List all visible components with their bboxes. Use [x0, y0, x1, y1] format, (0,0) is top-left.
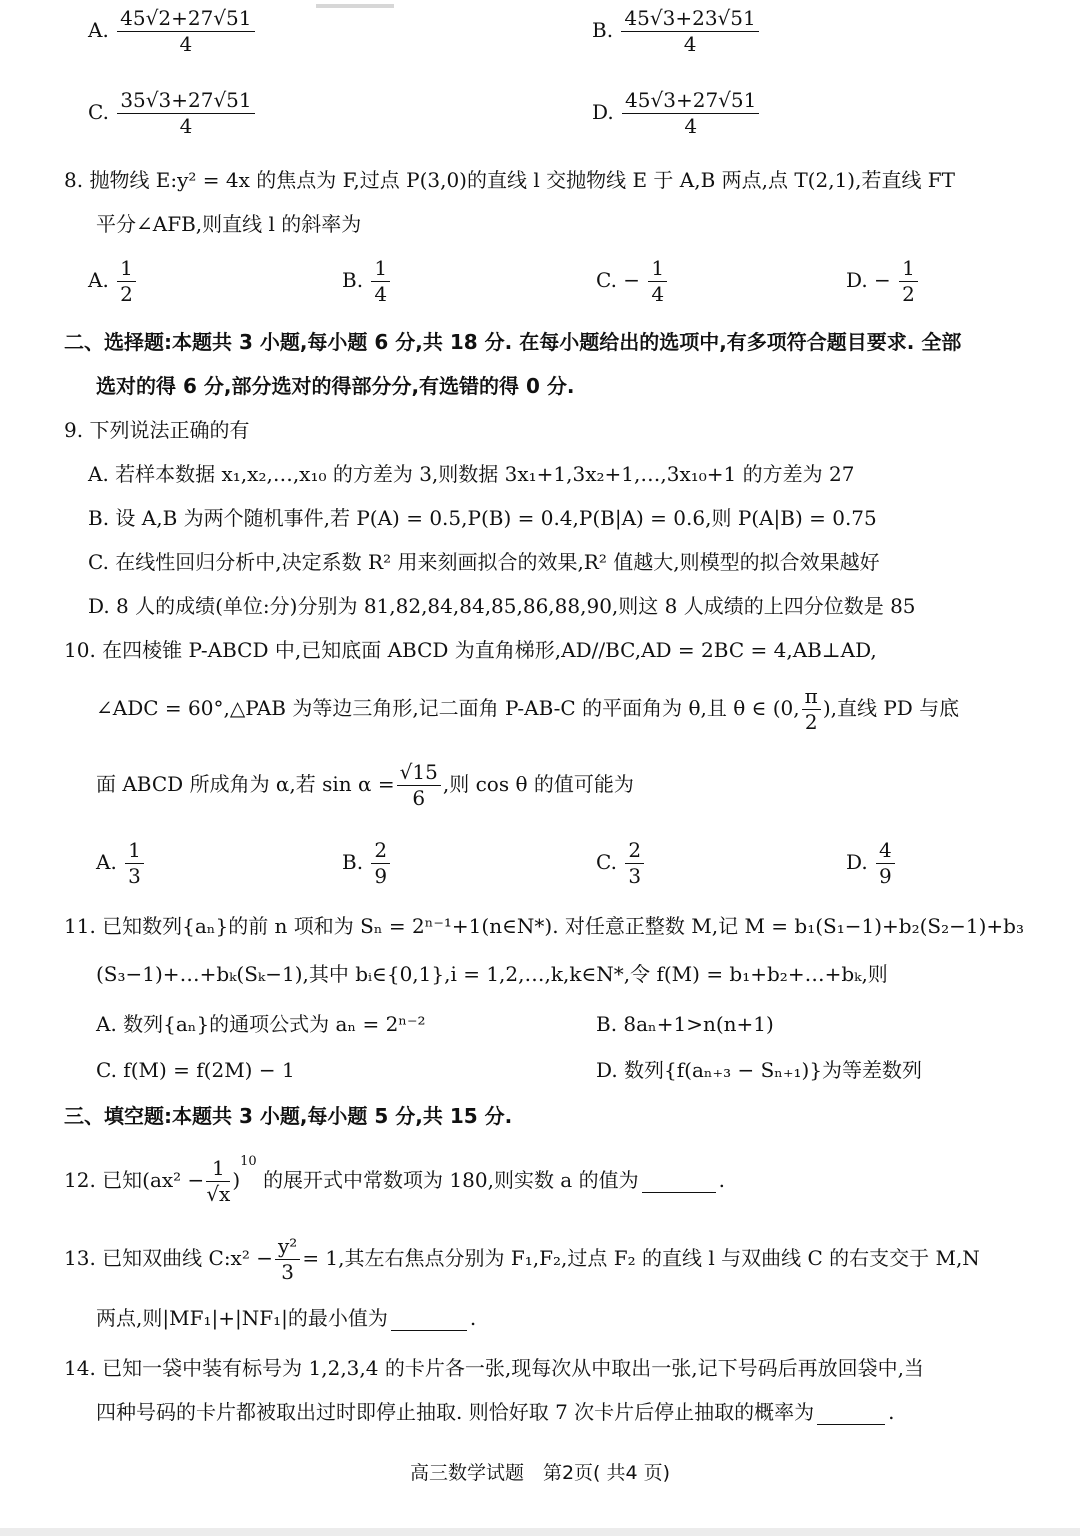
q13-stem-line2 — [96, 1306, 476, 1331]
fraction — [622, 90, 759, 137]
fraction — [206, 1158, 230, 1205]
option-letter: B. — [342, 850, 364, 874]
section2-heading-line2: 选对的得 6 分,部分选对的得部分分,有选错的得 0 分. — [96, 374, 575, 398]
answer-blank[interactable] — [817, 1400, 885, 1425]
q14-stem-line1: 14. 已知一袋中装有标号为 1,2,3,4 的卡片各一张,现每次从中取出一张,记下号码后再放回袋中,当 — [64, 1356, 924, 1380]
q9-option-b: B. 设 A,B 为两个随机事件,若 P(A) = 0.5,P(B) = 0.4,P(B|A) = 0.6,则 P(A|B) = 0.75 — [88, 506, 877, 530]
q9-option-a: A. 若样本数据 x₁,x₂,…,x₁₀ 的方差为 3,则数据 3x₁+1,3x₂+1,…,3x₁₀+1 的方差为 27 — [88, 462, 855, 486]
answer-blank[interactable] — [642, 1168, 716, 1193]
text: = 1,其左右焦点分别为 F₁,F₂,过点 F₂ 的直线 l 与双曲线 C 的右支交于 M,N — [302, 1246, 980, 1270]
denominator: 2 — [120, 282, 133, 306]
section3-heading: 三、填空题:本题共 3 小题,每小题 5 分,共 15 分. — [64, 1104, 513, 1128]
text: 四种号码的卡片都被取出过时即停止抽取. 则恰好取 7 次卡片后停止抽取的概率为 — [96, 1400, 815, 1424]
text: 两点,则|MF₁|+|NF₁|的最小值为 — [96, 1306, 388, 1330]
option-letter: D. − — [846, 268, 891, 292]
scan-smudge — [0, 1528, 1080, 1536]
option-letter: A. — [88, 18, 109, 42]
fraction — [876, 840, 895, 887]
q8-option-c — [596, 258, 669, 305]
text: . — [718, 1168, 725, 1192]
text: 12. 已知(ax² − — [64, 1168, 205, 1192]
numerator: 1 — [125, 840, 144, 864]
answer-blank[interactable] — [391, 1306, 467, 1331]
text: 面 ABCD 所成角为 α,若 sin α = — [96, 772, 395, 796]
q10-stem-line3 — [96, 762, 634, 809]
numerator: 45√3+27√51 — [622, 90, 759, 114]
text: 13. 已知双曲线 C:x² − — [64, 1246, 273, 1270]
text: ∠ADC = 60°,△PAB 为等边三角形,记二面角 P-AB-C 的平面角为 θ,且 θ ∈ (0, — [96, 696, 800, 720]
fraction — [125, 840, 144, 887]
denominator: 4 — [684, 114, 698, 138]
text: . — [888, 1400, 895, 1424]
fraction — [397, 762, 441, 809]
q8-option-b — [342, 258, 392, 305]
denominator: 6 — [412, 786, 426, 810]
numerator: 1 — [371, 258, 390, 282]
numerator: 2 — [625, 840, 644, 864]
denominator: 3 — [628, 864, 642, 888]
section2-heading-line1: 二、选择题:本题共 3 小题,每小题 6 分,共 18 分. 在每小题给出的选项中,有多项符合题目要求. 全部 — [64, 330, 962, 354]
denominator: 4 — [179, 32, 193, 56]
denominator: 9 — [374, 864, 388, 888]
numerator: 1 — [648, 258, 667, 282]
q10-option-c — [596, 840, 646, 887]
q11-option-d: D. 数列{f(aₙ₊₃ − Sₙ₊₁)}为等差数列 — [596, 1058, 923, 1082]
q7-option-d — [592, 90, 761, 137]
option-letter: C. — [88, 100, 109, 124]
fraction — [621, 8, 758, 55]
denominator: 3 — [281, 1260, 295, 1284]
numerator: 1 — [899, 258, 918, 282]
option-letter: D. — [592, 100, 614, 124]
denominator: 4 — [179, 114, 193, 138]
option-letter: C. − — [596, 268, 641, 292]
numerator: 45√2+27√51 — [117, 8, 254, 32]
fraction — [275, 1236, 300, 1283]
numerator: y² — [275, 1236, 300, 1260]
denominator: 4 — [374, 282, 388, 306]
denominator: 4 — [651, 282, 665, 306]
fraction — [117, 90, 254, 137]
q10-option-d — [846, 840, 897, 887]
q11-stem-line2: (S₃−1)+…+bₖ(Sₖ−1),其中 bᵢ∈{0,1},i = 1,2,…,k,k∈N*,令 f(M) = b₁+b₂+…+bₖ,则 — [96, 962, 888, 986]
exponent: 10 — [240, 1154, 257, 1169]
q8-option-d — [846, 258, 920, 305]
option-letter: C. — [596, 850, 617, 874]
q10-option-a — [96, 840, 146, 887]
q11-option-c: C. f(M) = f(2M) − 1 — [96, 1058, 295, 1082]
denominator: 2 — [804, 710, 818, 734]
fraction — [117, 258, 136, 305]
q7-option-c — [88, 90, 257, 137]
text: ),直线 PD 与底 — [822, 696, 960, 720]
numerator: 2 — [371, 840, 390, 864]
q13-stem-line1 — [64, 1236, 980, 1283]
q12-stem — [64, 1154, 725, 1205]
q9-option-c: C. 在线性回归分析中,决定系数 R² 用来刻画拟合的效果,R² 值越大,则模型的拟合效果越好 — [88, 550, 880, 574]
option-letter: B. — [592, 18, 614, 42]
numerator: 35√3+27√51 — [117, 90, 254, 114]
option-letter: B. — [342, 268, 364, 292]
q14-stem-line2 — [96, 1400, 895, 1425]
numerator: √15 — [397, 762, 441, 786]
option-letter: D. — [846, 850, 868, 874]
denominator: √x — [206, 1182, 231, 1206]
text: 的展开式中常数项为 180,则实数 a 的值为 — [263, 1168, 639, 1192]
fraction — [371, 840, 390, 887]
numerator: 1 — [206, 1158, 230, 1182]
text: . — [469, 1306, 477, 1330]
numerator: 45√3+23√51 — [621, 8, 758, 32]
page-footer: 高三数学试题 第2页( 共4 页) — [409, 1462, 671, 1484]
option-letter: A. — [88, 268, 109, 292]
q11-stem-line1: 11. 已知数列{aₙ}的前 n 项和为 Sₙ = 2ⁿ⁻¹+1(n∈N*). 对任意正整数 M,记 M = b₁(S₁−1)+b₂(S₂−1)+b₃ — [64, 914, 1024, 938]
fraction — [648, 258, 667, 305]
scan-smudge — [316, 4, 394, 8]
fraction — [371, 258, 390, 305]
fraction — [802, 686, 821, 733]
q11-option-b: B. 8aₙ+1>n(n+1) — [596, 1012, 774, 1036]
q8-option-a — [88, 258, 138, 305]
denominator: 2 — [902, 282, 915, 306]
q9-stem: 9. 下列说法正确的有 — [64, 418, 250, 442]
q10-stem-line1: 10. 在四棱锥 P-ABCD 中,已知底面 ABCD 为直角梯形,AD//BC,AD = 2BC = 4,AB⊥AD, — [64, 638, 877, 662]
denominator: 4 — [683, 32, 697, 56]
q7-option-a — [88, 8, 257, 55]
numerator: 1 — [117, 258, 136, 282]
q10-option-b — [342, 840, 392, 887]
fraction — [625, 840, 644, 887]
denominator: 9 — [879, 864, 892, 888]
denominator: 3 — [128, 864, 141, 888]
q7-option-b — [592, 8, 761, 55]
q9-option-d: D. 8 人的成绩(单位:分)分别为 81,82,84,84,85,86,88,90,则这 8 人成绩的上四分位数是 85 — [88, 594, 916, 618]
q11-option-a: A. 数列{aₙ}的通项公式为 aₙ = 2ⁿ⁻² — [96, 1012, 426, 1036]
text: ,则 cos θ 的值可能为 — [442, 772, 634, 796]
q8-stem-line2: 平分∠AFB,则直线 l 的斜率为 — [96, 212, 362, 236]
numerator: 4 — [876, 840, 895, 864]
fraction — [117, 8, 254, 55]
text: ) — [232, 1168, 241, 1192]
fraction — [899, 258, 918, 305]
option-letter: A. — [96, 850, 117, 874]
numerator: π — [802, 686, 821, 710]
q8-stem-line1: 8. 抛物线 E:y² = 4x 的焦点为 F,过点 P(3,0)的直线 l 交抛物线 E 于 A,B 两点,点 T(2,1),若直线 FT — [64, 168, 956, 192]
q10-stem-line2 — [96, 686, 959, 733]
